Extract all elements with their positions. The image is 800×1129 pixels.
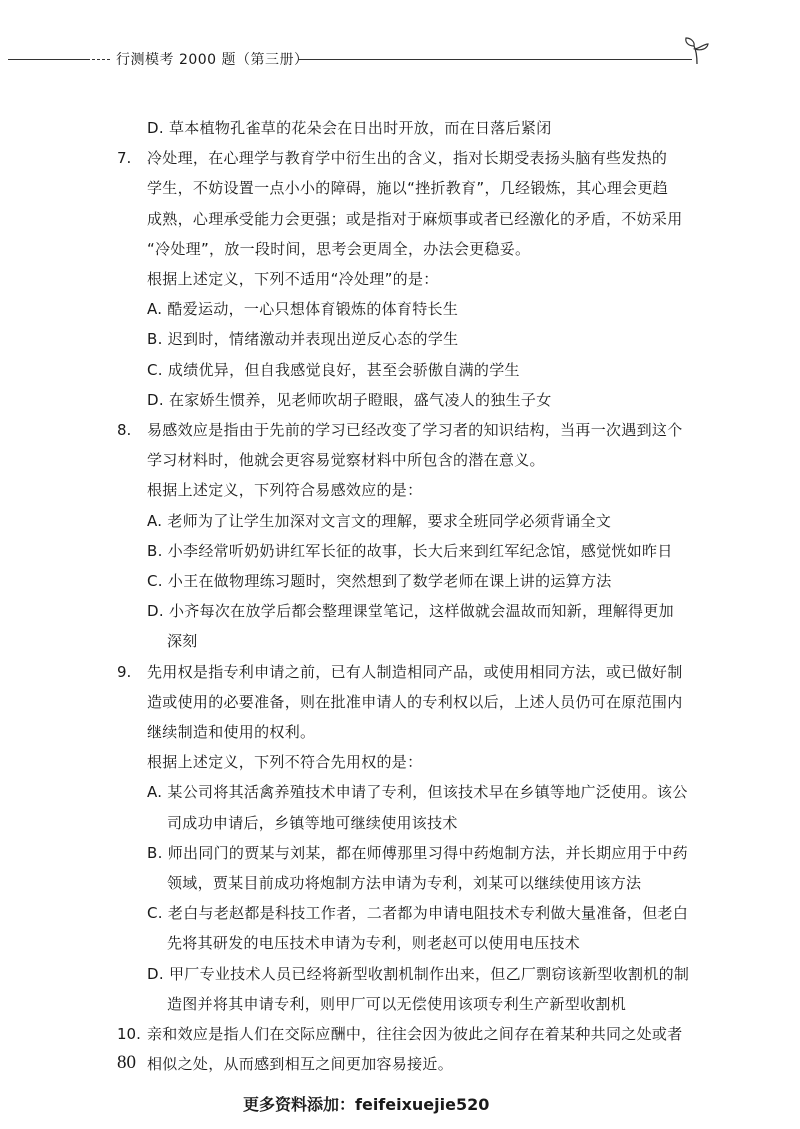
text-line: 领域，贾某目前成功将炮制方法申请为专利，刘某可以继续使用该方法 [167, 874, 642, 892]
text-line: A. 老师为了让学生加深对文言文的理解，要求全班同学必须背诵全文 [147, 511, 612, 530]
text-line: 根据上述定义，下列不适用“冷处理”的是： [147, 270, 439, 288]
header-rule-right [298, 59, 692, 60]
text-line: D. 小齐每次在放学后都会整理课堂笔记，这样做就会温故而知新，理解得更加 [147, 602, 674, 621]
text-line: B. 迟到时，情绪激动并表现出逆反心态的学生 [147, 330, 459, 349]
text-line: 成熟，心理承受能力会更强；或是指对于麻烦事或者已经激化的矛盾，不妨采用 [147, 209, 683, 228]
text-line: 根据上述定义，下列符合易感效应的是： [147, 481, 423, 500]
text-line: 造或使用的必要准备，则在批准申请人的专利权以后，上述人员仍可在原范围内 [147, 692, 683, 711]
question-number: 10. [117, 1025, 141, 1043]
footer-note: 更多资料添加：feifeixuejie520 [243, 1095, 490, 1114]
text-line: D. 草本植物孔雀草的花朵会在日出时开放，而在日落后紧闭 [147, 119, 552, 137]
text-line: 学生，不妨设置一点小小的障碍，施以“挫折教育”，几经锻炼，其心理会更趋 [147, 179, 669, 198]
text-line: B. 小李经常听奶奶讲红军长征的故事，长大后来到红军纪念馆，感觉恍如昨日 [147, 541, 673, 560]
sprout-icon [680, 36, 714, 66]
text-line: “冷处理”，放一段时间，思考会更周全，办法会更稳妥。 [147, 239, 531, 258]
text-line: D. 甲厂专业技术人员已经将新型收割机制作出来，但乙厂剽窃该新型收割机的制 [147, 964, 690, 983]
text-line: C. 成绩优异，但自我感觉良好，甚至会骄傲自满的学生 [147, 360, 520, 379]
header-title: 行测模考 2000 题（第三册） [116, 52, 309, 68]
text-line: 相似之处，从而感到相互之间更加容易接近。 [147, 1055, 454, 1074]
page-number: 80 [117, 1052, 136, 1073]
question-number: 8. [117, 421, 132, 439]
header-rule-left [8, 59, 90, 60]
text-line: 易感效应是指由于先前的学习已经改变了学习者的知识结构，当再一次遇到这个 [147, 421, 683, 439]
text-line: D. 在家娇生惯养，见老师吹胡子瞪眼，盛气凌人的独生子女 [147, 390, 552, 409]
question-number: 7. [117, 149, 132, 168]
text-line: 先将其研发的电压技术申请为专利，则老赵可以使用电压技术 [167, 934, 581, 953]
text-line: A. 某公司将其活禽养殖技术申请了专利，但该技术早在乡镇等地广泛使用。该公 [147, 783, 688, 802]
text-line: B. 师出同门的贾某与刘某，都在师傅那里习得中药炮制方法，并长期应用于中药 [147, 843, 688, 862]
text-line: A. 酷爱运动，一心只想体育锻炼的体育特长生 [147, 300, 459, 319]
text-line: 司成功申请后，乡镇等地可继续使用该技术 [167, 813, 458, 832]
text-line: 根据上述定义，下列不符合先用权的是： [147, 753, 423, 772]
header-rule-dashed [92, 59, 110, 60]
text-line: C. 小王在做物理练习题时，突然想到了数学老师在课上讲的运算方法 [147, 572, 612, 590]
page-header [0, 44, 800, 74]
text-line: 造图并将其申请专利，则甲厂可以无偿使用该项专利生产新型收割机 [167, 994, 627, 1013]
text-line: 冷处理，在心理学与教育学中衍生出的含义，指对长期受表扬头脑有些发热的 [147, 149, 668, 168]
question-number: 9. [117, 662, 132, 681]
text-line: 继续制造和使用的权利。 [147, 723, 316, 741]
text-line: C. 老白与老赵都是科技工作者，二者都为申请电阻技术专利做大量准备，但老白 [147, 904, 689, 923]
text-line: 深刻 [167, 632, 198, 651]
text-line: 先用权是指专利申请之前，已有人制造相同产品，或使用相同方法，或已做好制 [147, 662, 683, 681]
text-line: 亲和效应是指人们在交际应酬中，往往会因为彼此之间存在着某种共同之处或者 [147, 1025, 683, 1043]
text-line: 学习材料时，他就会更容易觉察材料中所包含的潜在意义。 [147, 451, 545, 470]
